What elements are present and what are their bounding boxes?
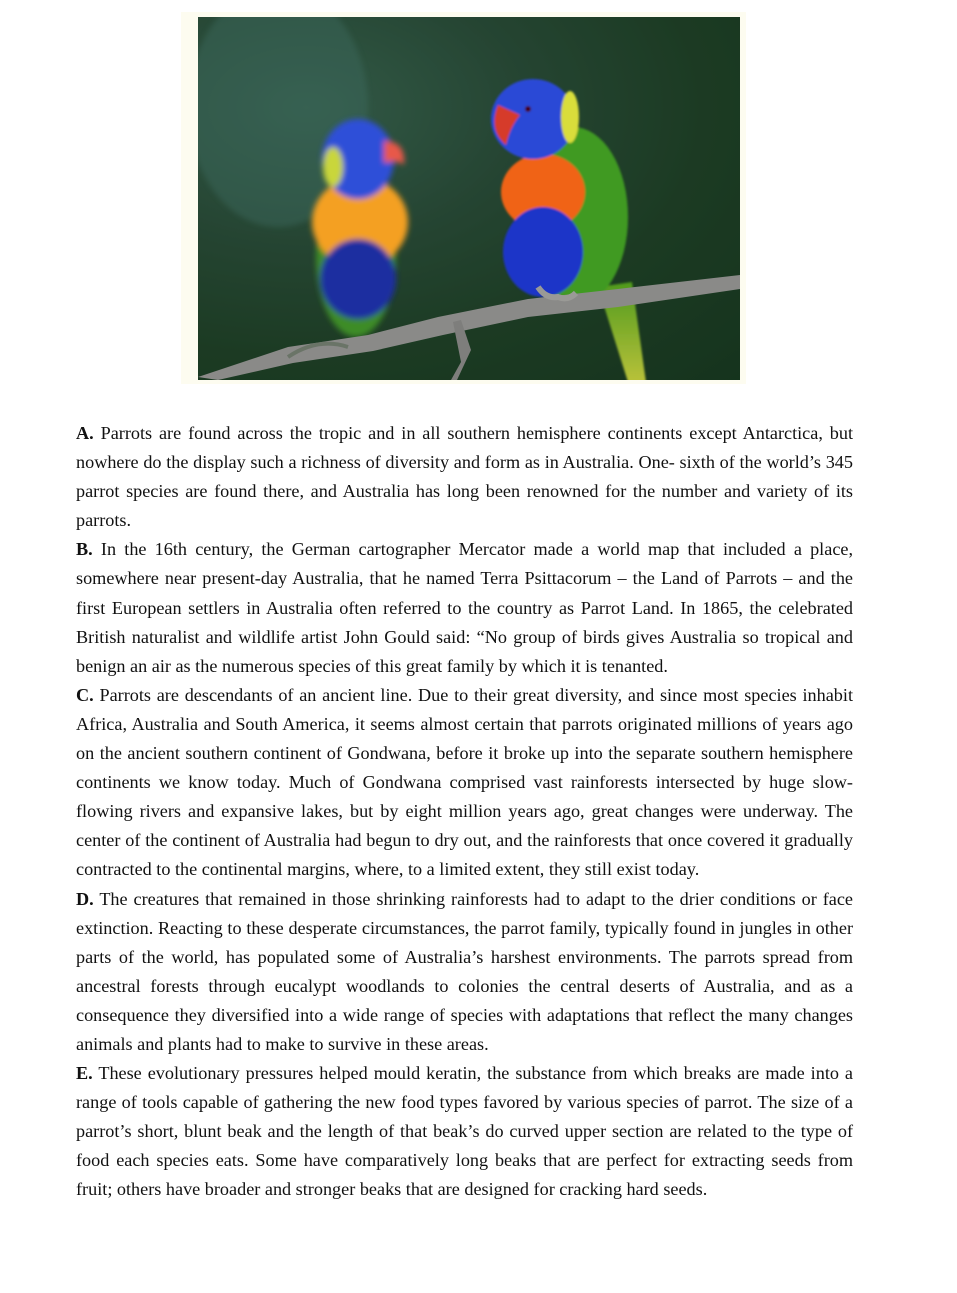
- paragraph-label: B.: [76, 539, 93, 560]
- paragraph-label: A.: [76, 423, 94, 443]
- paragraph-text: These evolutionary pressures helped mould keratin, the substance from which breaks are made into a range of tools capable of gathering the new food types favored by various species of parrot. The size of a parrot’s short, blunt beak and the length of that beak’s do curved upper section are related to the type of food each species eats. Some have comparatively long beaks that are perfect for extracting seeds from fruit; others have broader and stronger beaks that are designed for cracking hard seeds.: [76, 1063, 853, 1200]
- paragraph-text: In the 16th century, the German cartographer Mercator made a world map that included a place, somewhere near present-day Australia, that he named Terra Psittacorum – the Land of Parrots – and the first European settlers in Australia often referred to the country as Parrot Land. In 1865, the celebrated British naturalist and wildlife artist John Gould said: “No group of birds gives Australia so tropical and benign an air as the numerous species of this great family by which it is tenanted.: [76, 539, 854, 676]
- paragraph-text: Parrots are found across the tropic and in all southern hemisphere continents except Antarctica, but nowhere do the display such a richness of diversity and form as in Australia. One- sixth of the world’s 345 parrot species are found there, and Australia has long been renowned for the number and variety of its parrots.: [76, 423, 853, 531]
- paragraph-e: [76, 1059, 853, 1204]
- article-body: [76, 419, 853, 1205]
- paragraph-label: E.: [76, 1063, 93, 1084]
- paragraph-b: [76, 535, 853, 680]
- paragraph-d: [76, 885, 853, 1060]
- paragraph-a: [76, 419, 853, 535]
- paragraph-label: D.: [76, 888, 94, 909]
- parrots-illustration: [198, 17, 740, 380]
- paragraph-c: [76, 681, 853, 885]
- paragraph-label: C.: [76, 684, 94, 705]
- paragraph-text: The creatures that remained in those shrinking rainforests had to adapt to the drier conditions or face extinction. Reacting to these desperate circumstances, the parrot family, typically found in jungles in other parts of the world, has populated some of Australia’s harshest environments. The parrots spread from ancestral forests through eucalypt woodlands to colonies the central deserts of Australia, and as a consequence they diversified into a wide range of species with adaptations that reflect the many changes animals and plants had to make to survive in these areas.: [76, 888, 854, 1054]
- paragraph-text: Parrots are descendants of an ancient line. Due to their great diversity, and since most species inhabit Africa, Australia and South America, it seems almost certain that parrots originated millions of years ago on the ancient southern continent of Gondwana, before it broke up into the separate southern hemisphere continents we know today. Much of Gondwana comprised vast rainforests intersected by huge slow-flowing rivers and expansive lakes, but by eight million years ago, great changes were underway. The center of the continent of Australia had begun to dry out, and the rainforests that once covered it gradually contracted to the continental margins, where, to a limited extent, they still exist today.: [76, 684, 854, 880]
- parrots-photo: [198, 17, 740, 380]
